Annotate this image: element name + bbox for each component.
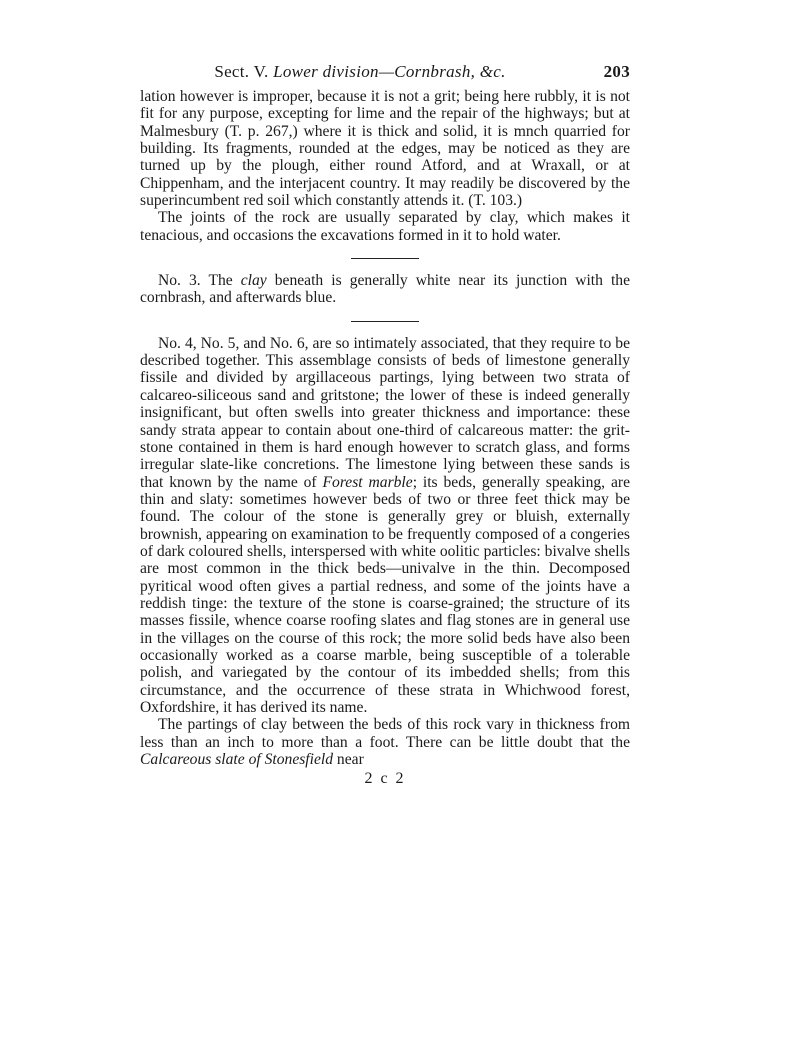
- italic-term: Calcareous slate of Stonesfield: [140, 751, 334, 769]
- paragraph-clay-partings: [140, 716, 630, 768]
- text-run: near: [333, 751, 364, 769]
- text-run: No. 3. The: [158, 272, 241, 290]
- section-title: Lower division—Cornbrash, &c.: [273, 62, 506, 81]
- running-head: [140, 58, 630, 88]
- section-label: Sect. V.: [214, 62, 269, 81]
- printer-signature: 2 c 2: [364, 770, 406, 788]
- italic-term: Forest marble: [322, 473, 413, 491]
- paragraph-joints: The joints of the rock are usually separated by clay, which makes it tenacious, and occasions the excavations formed in it to hold water.: [140, 209, 630, 244]
- page-number: 203: [603, 62, 630, 81]
- paragraph-forest-marble: [140, 335, 630, 717]
- paragraph-no3-clay: [140, 272, 630, 307]
- text-run: beneath is generally white near its junction with the cornbrash, and afterwards blue.: [140, 272, 630, 307]
- paragraph-cornbrash-continued: lation however is improper, because it is not a grit; being here rubbly, it is not fit for any purpose, excepting for lime and the repair of the highways; but at Malmesbury (T. p. 267,) where it is thick and solid, it is mnch quarried for building. Its fragments, rounded at the edges, may be noticed as they are turned up by the plough, either round Atford, and at Wraxall, or at Chippenham, and the interjacent country. It may readily be discovered by the superincumbent red soil which constantly attends it. (T. 103.): [140, 88, 630, 210]
- text-run: No. 4, No. 5, and No. 6, are so intimately associated, that they require to be described together. This assemblage consists of beds of limestone generally fissile and divided by argillaceous partings, lying between two strata of calcareo-siliceous sand and gritstone; the lower of these is indeed generally insignificant, but often swells into greater thickness and importance: these sandy strata appear to contain about one-third of calcareous matter: the grit-stone contained in them is hard enough however to scratch glass, and forms irregular slate-like concretions. The limestone lying between these sands is that known by the name of: [140, 334, 630, 491]
- book-page: [140, 58, 630, 788]
- text-run: The partings of clay between the beds of this rock vary in thickness from less than an inch to more than a foot. There can be little doubt that the: [140, 716, 630, 751]
- running-title: [140, 62, 580, 82]
- section-divider: [351, 258, 419, 259]
- italic-term: clay: [240, 272, 267, 290]
- text-run: ; its beds, generally speaking, are thin and slaty: sometimes however beds of two or three feet thick may be found. The colour of the stone is generally grey or bluish, externally brownish, appearing on examination to be frequently composed of a congeries of dark coloured shells, interspersed with white oolitic particles: bivalve shells are most common in the thick beds—univalve in the thin. Decomposed pyritical wood often gives a partial redness, and some of the joints have a reddish tinge: the texture of the stone is coarse-grained; the structure of its masses fissile, whence coarse roofing slates and flag stones are in general use in the villages on the course of this rock; the more solid beds have also been occasionally worked as a coarse marble, being susceptible of a tolerable polish, and variegated by the contour of its imbedded shells; from this circumstance, and the occurrence of these strata in Whichwood forest, Oxfordshire, it has derived its name.: [140, 473, 630, 716]
- section-divider: [351, 321, 419, 322]
